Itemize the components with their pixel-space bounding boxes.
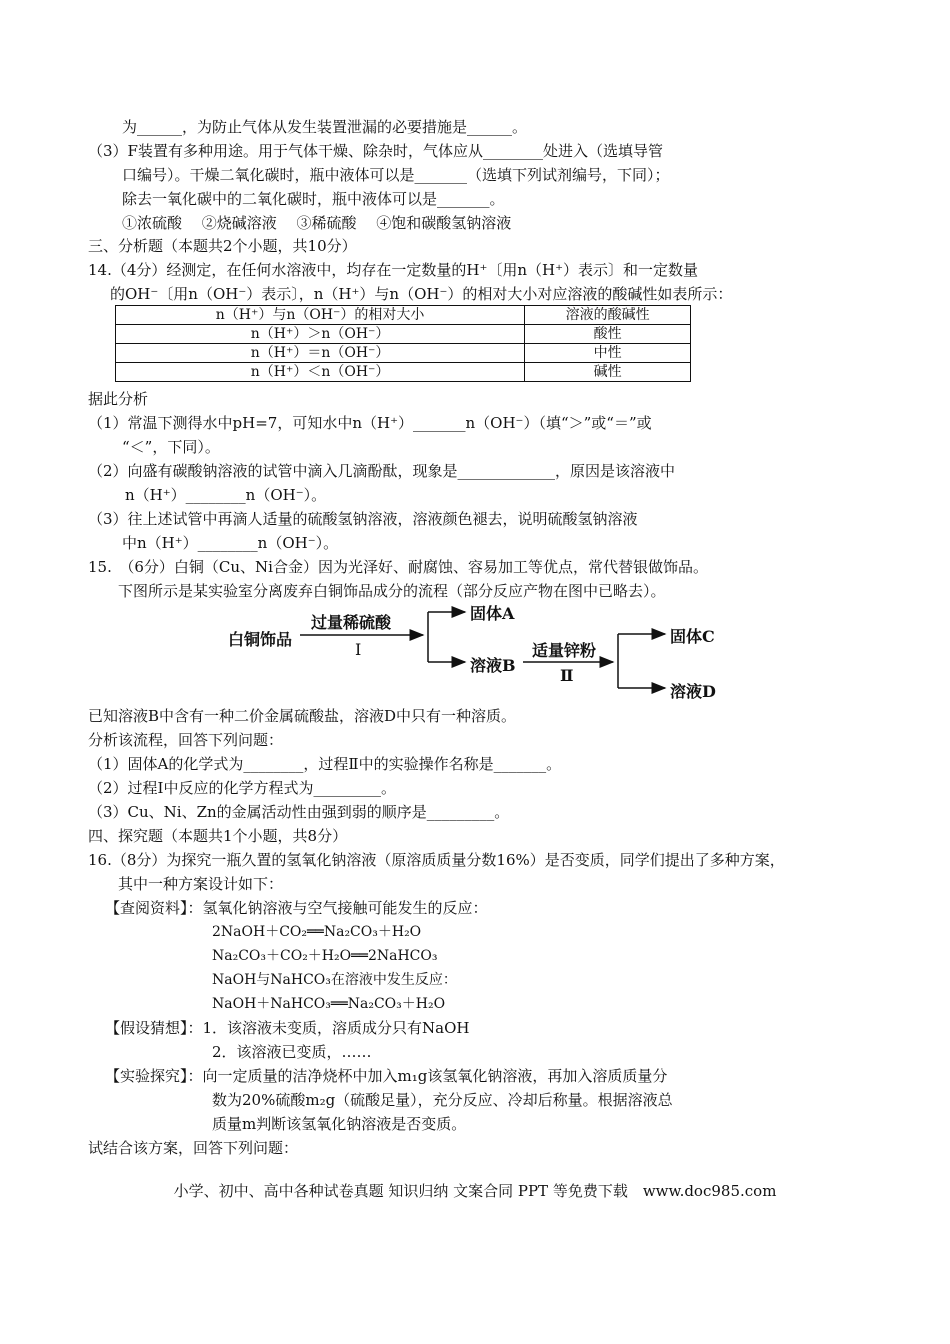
text-line: ①浓硫酸 ②烧碱溶液 ③稀硫酸 ④饱和碳酸氢钠溶液: [122, 214, 512, 232]
flow-solution-b: 溶液B: [470, 656, 516, 675]
table-row: [116, 344, 691, 363]
flow-start: 白铜饰品: [228, 630, 293, 649]
table-cell: 碱性: [525, 363, 691, 382]
text-line: 为______，为防止气体从发生装置泄漏的必要措施是______。: [122, 118, 528, 136]
flow-solution-d: 溶液D: [670, 682, 716, 701]
table-header: n（H⁺）与n（OH⁻）的相对大小: [116, 306, 525, 325]
text-line: 【假设猜想】：1．该溶液未变质，溶质成分只有NaOH: [105, 1019, 470, 1037]
text-line: 口编号）。干燥二氧化碳时，瓶中液体可以是_______（选填下列试剂编号，下同）；: [122, 166, 670, 184]
section-heading: 四、探究题（本题共1个小题，共8分）: [88, 827, 348, 845]
text-line: 【查阅资料】：氢氧化钠溶液与空气接触可能发生的反应：: [105, 899, 488, 917]
flow-step-label-2: Ⅱ: [560, 666, 574, 685]
text-line: （2）过程Ⅰ中反应的化学方程式为_________。: [88, 779, 396, 797]
text-line: 【实验探究】：向一定质量的洁净烧杯中加入m₁g该氢氧化钠溶液，再加入溶质质量分: [105, 1067, 668, 1085]
acid-base-table: [115, 305, 691, 382]
question-15: 15. （6分）白铜（Cu、Ni合金）因为光泽好、耐腐蚀、容易加工等优点，常代替银做饰品。: [88, 558, 708, 576]
table-row: [116, 363, 691, 382]
text-line: 试结合该方案，回答下列问题：: [88, 1139, 299, 1157]
text-line: 的OH⁻〔用n（OH⁻）表示〕，n（H⁺）与n（OH⁻）的相对大小对应溶液的酸碱性如表所示：: [110, 285, 733, 303]
text-line: 已知溶液B中含有一种二价金属硫酸盐，溶液D中只有一种溶质。: [88, 707, 517, 725]
equation: Na₂CO₃＋CO₂＋H₂O══2NaHCO₃: [212, 948, 438, 964]
table-header-row: [116, 306, 691, 325]
text-line: “＜”，下同）。: [122, 438, 220, 456]
table-cell: n（H⁺）＜n（OH⁻）: [116, 363, 525, 382]
text-line: （1）固体A的化学式为________，过程Ⅱ中的实验操作名称是_______。: [88, 755, 562, 773]
text-line: 分析该流程，回答下列问题：: [88, 731, 284, 749]
flow-solid-a: 固体A: [470, 604, 515, 623]
text-line: （3）Cu、Ni、Zn的金属活动性由强到弱的顺序是_________。: [88, 803, 510, 821]
flow-reagent-2: 适量锌粉: [532, 641, 597, 660]
equation: 2NaOH＋CO₂══Na₂CO₃＋H₂O: [212, 924, 422, 940]
text-line: （2）向盛有碳酸钠溶液的试管中滴入几滴酚酞，现象是_____________，原因是该溶液中: [88, 462, 676, 480]
table-cell: n（H⁺）＝n（OH⁻）: [116, 344, 525, 363]
text-line: 中n（H⁺）________n（OH⁻）。: [122, 534, 339, 552]
flow-step-label-1: Ⅰ: [355, 640, 362, 659]
text-line: 数为20%硫酸m₂g（硫酸足量），充分反应、冷却后称量。根据溶液总: [212, 1091, 673, 1109]
text-line: 质量m判断该氢氧化钠溶液是否变质。: [212, 1115, 467, 1133]
question-14: 14.（4分）经测定，在任何水溶液中，均存在一定数量的H⁺〔用n（H⁺）表示〕和一定数量: [88, 261, 699, 279]
table-cell: n（H⁺）＞n（OH⁻）: [116, 325, 525, 344]
text-line: 2．该溶液已变质，……: [212, 1043, 372, 1061]
text-line: 下图所示是某实验室分离废弃白铜饰品成分的流程（部分反应产物在图中已略去）。: [118, 582, 666, 600]
text-line: NaOH与NaHCO₃在溶液中发生反应：: [212, 972, 457, 988]
page-footer: 小学、初中、高中各种试卷真题 知识归纳 文案合同 PPT 等免费下载 www.doc985.com: [173, 1182, 777, 1200]
table-header: 溶液的酸碱性: [525, 306, 691, 325]
table-cell: 酸性: [525, 325, 691, 344]
text-line: （3）往上述试管中再滴人适量的硫酸氢钠溶液，溶液颜色褪去，说明硫酸氢钠溶液: [88, 510, 638, 528]
text-line: （1）常温下测得水中pH=7，可知水中n（H⁺）_______n（OH⁻）（填“＞”或“＝”或: [88, 414, 652, 432]
text-line: n（H⁺）________n（OH⁻）。: [125, 486, 327, 504]
text-line: 除去一氧化碳中的二氧化碳时，瓶中液体可以是_______。: [122, 190, 505, 208]
table-cell: 中性: [525, 344, 691, 363]
flow-reagent-1: 过量稀硫酸: [311, 613, 392, 632]
equation: NaOH＋NaHCO₃══Na₂CO₃＋H₂O: [212, 996, 446, 1012]
flow-solid-c: 固体C: [670, 627, 715, 646]
table-row: [116, 325, 691, 344]
question-16: 16.（8分）为探究一瓶久置的氢氧化钠溶液（原溶质质量分数16%）是否变质，同学们提出了多种方案，: [88, 851, 785, 869]
section-heading: 三、分析题（本题共2个小题，共10分）: [88, 237, 357, 255]
text-line: （3）F装置有多种用途。用于气体干燥、除杂时，气体应从________处进入（选填导管: [88, 142, 663, 160]
text-line: 据此分析: [88, 390, 149, 408]
text-line: 其中一种方案设计如下：: [118, 875, 284, 893]
flow-diagram: [225, 598, 745, 708]
